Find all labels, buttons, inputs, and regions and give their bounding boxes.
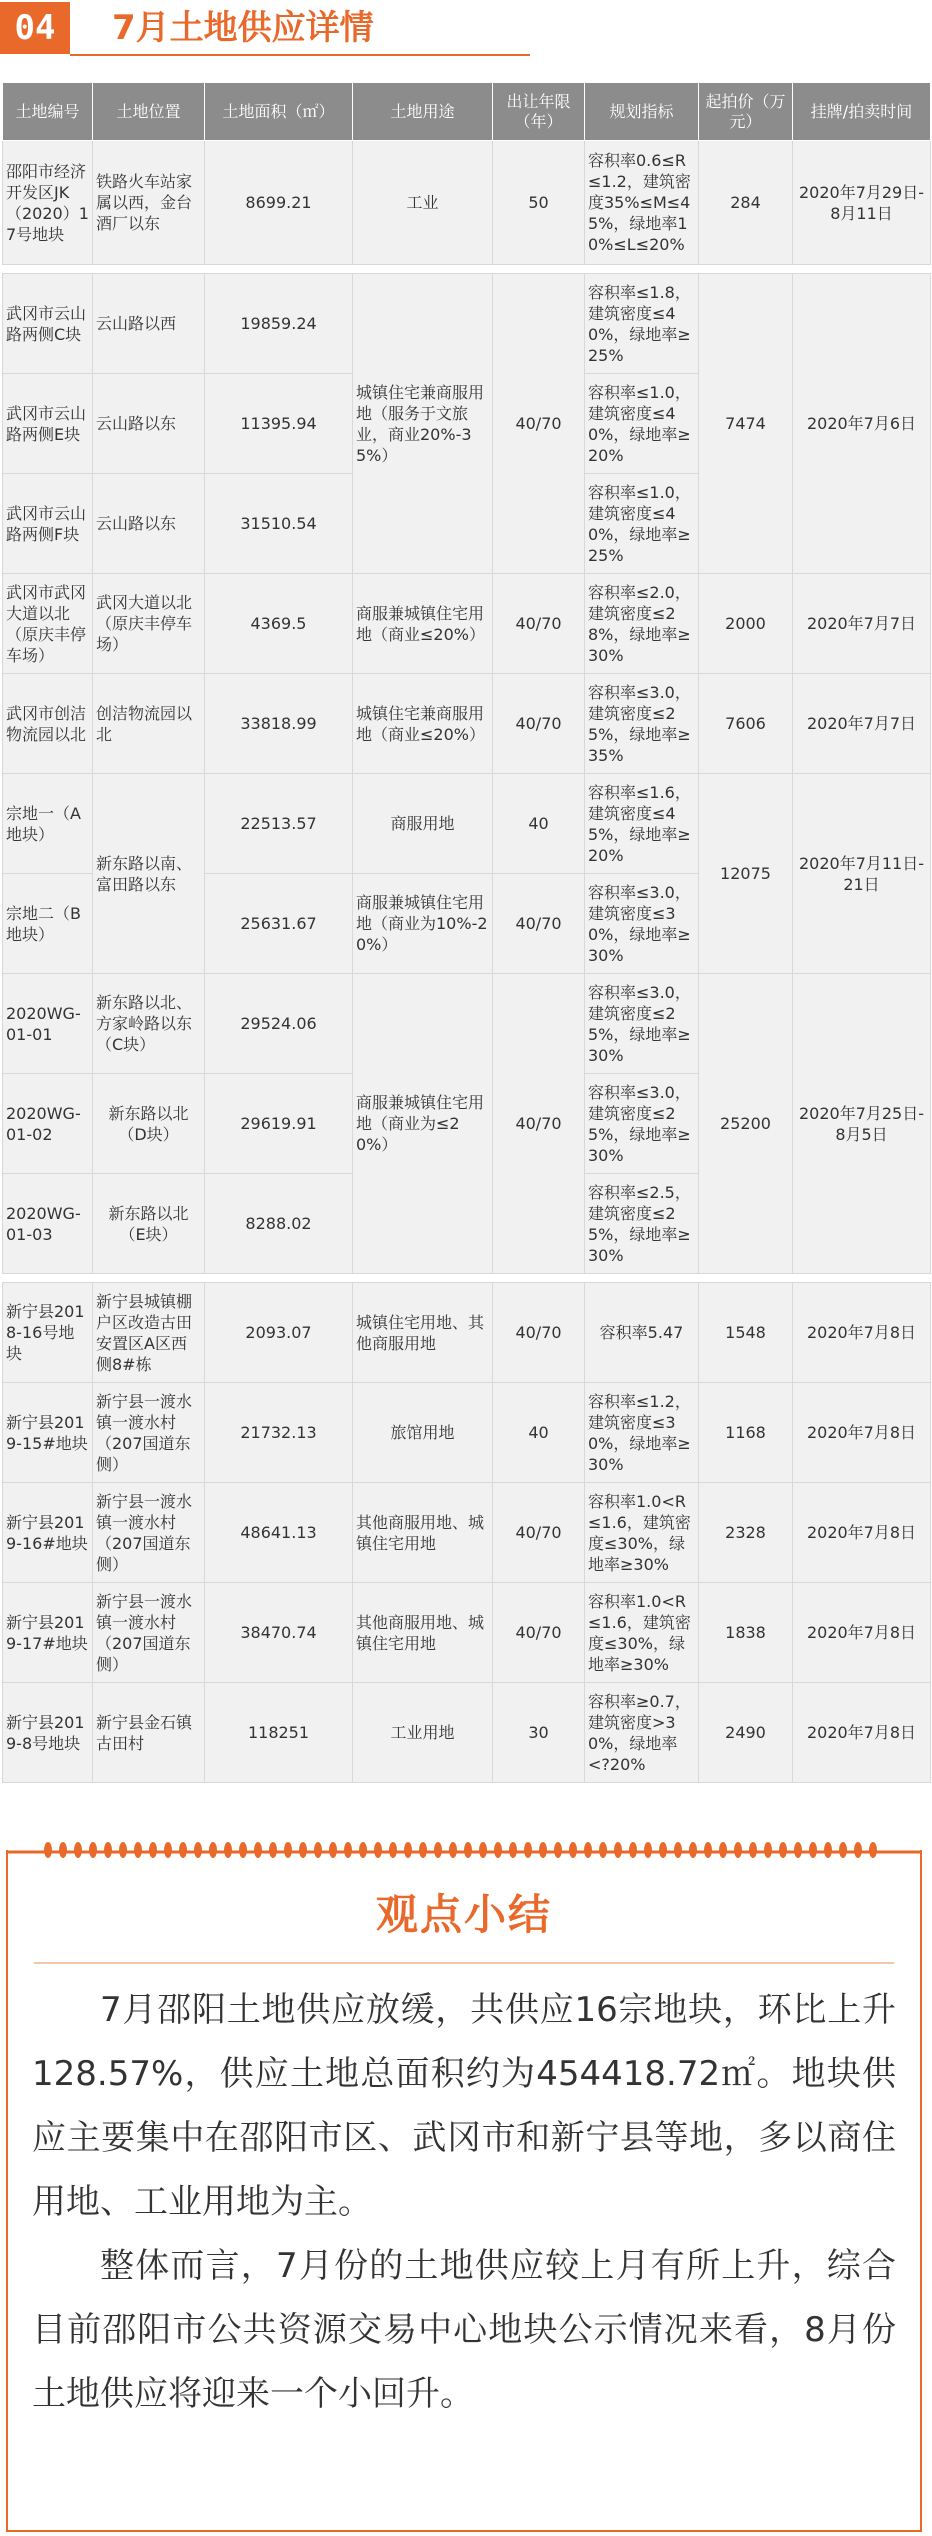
border-dot	[104, 1842, 112, 1858]
cell-price: 2328	[699, 1483, 793, 1583]
header-use: 土地用途	[353, 83, 493, 141]
cell-area: 29619.91	[205, 1074, 353, 1174]
cell-indicator: 容积率≤1.8，建筑密度≤40%，绿地率≥25%	[585, 274, 699, 374]
cell-years: 40/70	[493, 1483, 585, 1583]
cell-land-id: 新宁县2019-17#地块	[3, 1583, 93, 1683]
border-dot	[374, 1842, 382, 1858]
cell-date: 2020年7月8日	[793, 1283, 931, 1383]
border-dot	[494, 1842, 502, 1858]
border-dot	[629, 1842, 637, 1858]
cell-location: 新宁县城镇棚户区改造古田安置区A区西侧8#栋	[93, 1283, 205, 1383]
cell-land-id: 武冈市云山路两侧C块	[3, 274, 93, 374]
border-dot	[554, 1842, 562, 1858]
cell-use: 商服兼城镇住宅用地（商业为≤20%）	[353, 974, 493, 1274]
border-dot	[584, 1842, 592, 1858]
cell-use: 其他商服用地、城镇住宅用地	[353, 1483, 493, 1583]
table-row	[3, 574, 931, 674]
table-row	[3, 1683, 931, 1783]
border-dot	[224, 1842, 232, 1858]
cell-area: 48641.13	[205, 1483, 353, 1583]
cell-indicator: 容积率≤1.0，建筑密度≤40%，绿地率≥25%	[585, 474, 699, 574]
cell-area: 33818.99	[205, 674, 353, 774]
cell-price: 2000	[699, 574, 793, 674]
cell-land-id: 新宁县2019-8号地块	[3, 1683, 93, 1783]
cell-land-id: 新宁县2019-15#地块	[3, 1383, 93, 1483]
table-row	[3, 674, 931, 774]
cell-indicator: 容积率≤1.6，建筑密度≤45%，绿地率≥20%	[585, 774, 699, 874]
cell-location: 云山路以西	[93, 274, 205, 374]
cell-land-id: 武冈市创洁物流园以北	[3, 674, 93, 774]
cell-land-id: 新宁县2019-16#地块	[3, 1483, 93, 1583]
table-row	[3, 774, 931, 874]
cell-use: 城镇住宅兼商服用地（服务于文旅业，商业20%-35%）	[353, 274, 493, 574]
border-dot	[134, 1842, 142, 1858]
cell-indicator: 容积率≤1.0，建筑密度≤40%，绿地率≥20%	[585, 374, 699, 474]
section-number-badge: 04	[0, 2, 70, 54]
header-area: 土地面积（㎡）	[205, 83, 353, 141]
cell-date: 2020年7月25日-8月5日	[793, 974, 931, 1274]
border-dot	[719, 1842, 727, 1858]
cell-date: 2020年7月8日	[793, 1383, 931, 1483]
border-dot	[194, 1842, 202, 1858]
cell-price: 12075	[699, 774, 793, 974]
border-dot	[704, 1842, 712, 1858]
cell-land-id: 宗地二（B地块）	[3, 874, 93, 974]
cell-area: 8288.02	[205, 1174, 353, 1274]
cell-location: 新东路以北（D块）	[93, 1074, 205, 1174]
cell-price: 7474	[699, 274, 793, 574]
table-row	[3, 1483, 931, 1583]
cell-date: 2020年7月7日	[793, 574, 931, 674]
border-dot	[149, 1842, 157, 1858]
cell-date: 2020年7月8日	[793, 1583, 931, 1683]
cell-indicator: 容积率≤3.0，建筑密度≤25%，绿地率≥30%	[585, 974, 699, 1074]
cell-years: 40/70	[493, 274, 585, 574]
header-price: 起拍价（万元）	[699, 83, 793, 141]
cell-area: 19859.24	[205, 274, 353, 374]
cell-location: 创洁物流园以北	[93, 674, 205, 774]
cell-price: 25200	[699, 974, 793, 1274]
cell-location: 新宁县一渡水镇一渡水村（207国道东侧）	[93, 1483, 205, 1583]
header-indicator: 规划指标	[585, 83, 699, 141]
cell-land-id: 武冈市云山路两侧F块	[3, 474, 93, 574]
border-dot	[539, 1842, 547, 1858]
border-dot	[794, 1842, 802, 1858]
cell-area: 4369.5	[205, 574, 353, 674]
cell-price: 1838	[699, 1583, 793, 1683]
table-row	[3, 141, 931, 265]
cell-area: 8699.21	[205, 141, 353, 265]
border-dot	[524, 1842, 532, 1858]
cell-indicator: 容积率≥0.7，建筑密度>30%，绿地率<?20%	[585, 1683, 699, 1783]
border-dot	[449, 1842, 457, 1858]
cell-date: 2020年7月11日-21日	[793, 774, 931, 974]
header-land-id: 土地编号	[3, 83, 93, 141]
header-date: 挂牌/拍卖时间	[793, 83, 931, 141]
border-dot	[659, 1842, 667, 1858]
section-underline	[70, 54, 530, 56]
cell-location: 新宁县一渡水镇一渡水村（207国道东侧）	[93, 1583, 205, 1683]
border-dot	[359, 1842, 367, 1858]
summary-paragraph: 整体而言，7月份的土地供应较上月有所上升，综合目前邵阳市公共资源交易中心地块公示情况来看，8月份土地供应将迎来一个小回升。	[32, 2246, 896, 2414]
cell-area: 21732.13	[205, 1383, 353, 1483]
border-dot	[254, 1842, 262, 1858]
cell-location: 云山路以东	[93, 374, 205, 474]
cell-location: 新宁县一渡水镇一渡水村（207国道东侧）	[93, 1383, 205, 1483]
border-dot	[854, 1842, 862, 1858]
border-dot	[434, 1842, 442, 1858]
border-dot	[689, 1842, 697, 1858]
summary-divider	[34, 1962, 894, 1964]
border-dot	[509, 1842, 517, 1858]
border-dot	[239, 1842, 247, 1858]
cell-land-id: 2020WG-01-01	[3, 974, 93, 1074]
cell-price: 1168	[699, 1383, 793, 1483]
cell-location: 新宁县金石镇古田村	[93, 1683, 205, 1783]
cell-area: 31510.54	[205, 474, 353, 574]
cell-land-id: 邵阳市经济开发区JK（2020）17号地块	[3, 141, 93, 265]
table-row	[3, 274, 931, 374]
cell-price: 2490	[699, 1683, 793, 1783]
cell-use: 城镇住宅兼商服用地（商业≤20%）	[353, 674, 493, 774]
land-supply-table	[2, 82, 931, 1783]
cell-area: 25631.67	[205, 874, 353, 974]
border-dot	[839, 1842, 847, 1858]
border-dot	[119, 1842, 127, 1858]
summary-paragraph: 7月邵阳土地供应放缓，共供应16宗地块，环比上升128.57%，供应土地总面积约为454418.72㎡。地块供应主要集中在邵阳市区、武冈市和新宁县等地，多以商住用地、工业用地为主。	[32, 1990, 896, 2222]
border-dot	[779, 1842, 787, 1858]
group-gap	[3, 265, 931, 274]
decorative-dot-border	[8, 1840, 920, 1864]
cell-indicator: 容积率1.0<R≤1.6，建筑密度≤30%，绿地率≥30%	[585, 1583, 699, 1683]
cell-price: 1548	[699, 1283, 793, 1383]
cell-years: 40	[493, 1383, 585, 1483]
cell-price: 284	[699, 141, 793, 265]
cell-indicator: 容积率1.0<R≤1.6，建筑密度≤30%，绿地率≥30%	[585, 1483, 699, 1583]
cell-land-id: 宗地一（A地块）	[3, 774, 93, 874]
cell-years: 40/70	[493, 574, 585, 674]
cell-indicator: 容积率≤3.0，建筑密度≤25%，绿地率≥30%	[585, 1074, 699, 1174]
border-dot	[59, 1842, 67, 1858]
border-dot	[314, 1842, 322, 1858]
cell-area: 38470.74	[205, 1583, 353, 1683]
cell-use: 商服兼城镇住宅用地（商业为10%-20%）	[353, 874, 493, 974]
cell-date: 2020年7月6日	[793, 274, 931, 574]
cell-date: 2020年7月8日	[793, 1683, 931, 1783]
border-dot	[284, 1842, 292, 1858]
cell-location: 新东路以北（E块）	[93, 1174, 205, 1274]
section-header	[0, 0, 932, 56]
border-dot	[74, 1842, 82, 1858]
border-dot	[734, 1842, 742, 1858]
cell-date: 2020年7月8日	[793, 1483, 931, 1583]
cell-location: 云山路以东	[93, 474, 205, 574]
border-dot	[749, 1842, 757, 1858]
table-row	[3, 974, 931, 1074]
cell-years: 50	[493, 141, 585, 265]
border-dot	[404, 1842, 412, 1858]
cell-indicator: 容积率0.6≤R≤1.2，建筑密度35%≤M≤45%，绿地率10%≤L≤20%	[585, 141, 699, 265]
cell-years: 40/70	[493, 1583, 585, 1683]
border-dot	[824, 1842, 832, 1858]
cell-indicator: 容积率≤2.5，建筑密度≤25%，绿地率≥30%	[585, 1174, 699, 1274]
cell-location: 新东路以南、富田路以东	[93, 774, 205, 974]
table-header-row	[3, 83, 931, 141]
cell-use: 商服用地	[353, 774, 493, 874]
cell-area: 2093.07	[205, 1283, 353, 1383]
border-dot	[599, 1842, 607, 1858]
border-dot	[164, 1842, 172, 1858]
cell-indicator: 容积率≤1.2，建筑密度≤30%，绿地率≥30%	[585, 1383, 699, 1483]
cell-land-id: 新宁县2018-16号地块	[3, 1283, 93, 1383]
summary-title: 观点小结	[375, 1890, 552, 1939]
cell-indicator: 容积率5.47	[585, 1283, 699, 1383]
table-row	[3, 1283, 931, 1383]
cell-use: 城镇住宅用地、其他商服用地	[353, 1283, 493, 1383]
cell-area: 118251	[205, 1683, 353, 1783]
border-dot	[569, 1842, 577, 1858]
cell-land-id: 武冈市云山路两侧E块	[3, 374, 93, 474]
cell-land-id: 武冈市武冈大道以北（原庆丰停车场）	[3, 574, 93, 674]
cell-years: 40/70	[493, 674, 585, 774]
border-dot	[44, 1842, 52, 1858]
summary-box	[6, 1850, 922, 2532]
cell-use: 工业	[353, 141, 493, 265]
cell-years: 40	[493, 774, 585, 874]
cell-indicator: 容积率≤2.0，建筑密度≤28%，绿地率≥30%	[585, 574, 699, 674]
border-dot	[869, 1842, 877, 1858]
border-dot	[419, 1842, 427, 1858]
cell-years: 40/70	[493, 874, 585, 974]
border-dot	[614, 1842, 622, 1858]
cell-years: 40/70	[493, 1283, 585, 1383]
border-dot	[479, 1842, 487, 1858]
cell-years: 30	[493, 1683, 585, 1783]
border-dot	[644, 1842, 652, 1858]
header-years: 出让年限（年）	[493, 83, 585, 141]
cell-location: 铁路火车站家属以西，金台酒厂以东	[93, 141, 205, 265]
border-dot	[674, 1842, 682, 1858]
cell-land-id: 2020WG-01-03	[3, 1174, 93, 1274]
cell-use: 旅馆用地	[353, 1383, 493, 1483]
border-dot	[464, 1842, 472, 1858]
cell-use: 工业用地	[353, 1683, 493, 1783]
cell-use: 商服兼城镇住宅用地（商业≤20%）	[353, 574, 493, 674]
border-dot	[764, 1842, 772, 1858]
border-dot	[89, 1842, 97, 1858]
cell-area: 22513.57	[205, 774, 353, 874]
table-row	[3, 1383, 931, 1483]
cell-area: 11395.94	[205, 374, 353, 474]
border-dot	[299, 1842, 307, 1858]
border-dot	[179, 1842, 187, 1858]
border-dot	[269, 1842, 277, 1858]
cell-area: 29524.06	[205, 974, 353, 1074]
cell-date: 2020年7月7日	[793, 674, 931, 774]
border-dot	[809, 1842, 817, 1858]
cell-price: 7606	[699, 674, 793, 774]
cell-years: 40/70	[493, 974, 585, 1274]
border-dot	[389, 1842, 397, 1858]
border-dot	[329, 1842, 337, 1858]
cell-location: 武冈大道以北（原庆丰停车场）	[93, 574, 205, 674]
cell-date: 2020年7月29日-8月11日	[793, 141, 931, 265]
group-gap	[3, 1274, 931, 1283]
border-dot	[209, 1842, 217, 1858]
cell-land-id: 2020WG-01-02	[3, 1074, 93, 1174]
header-location: 土地位置	[93, 83, 205, 141]
cell-use: 其他商服用地、城镇住宅用地	[353, 1583, 493, 1683]
section-title: 7月土地供应详情	[112, 8, 374, 48]
border-dot	[344, 1842, 352, 1858]
cell-location: 新东路以北、方家岭路以东（C块）	[93, 974, 205, 1074]
cell-indicator: 容积率≤3.0，建筑密度≤30%，绿地率≥30%	[585, 874, 699, 974]
table-row	[3, 1583, 931, 1683]
cell-indicator: 容积率≤3.0，建筑密度≤25%，绿地率≥35%	[585, 674, 699, 774]
